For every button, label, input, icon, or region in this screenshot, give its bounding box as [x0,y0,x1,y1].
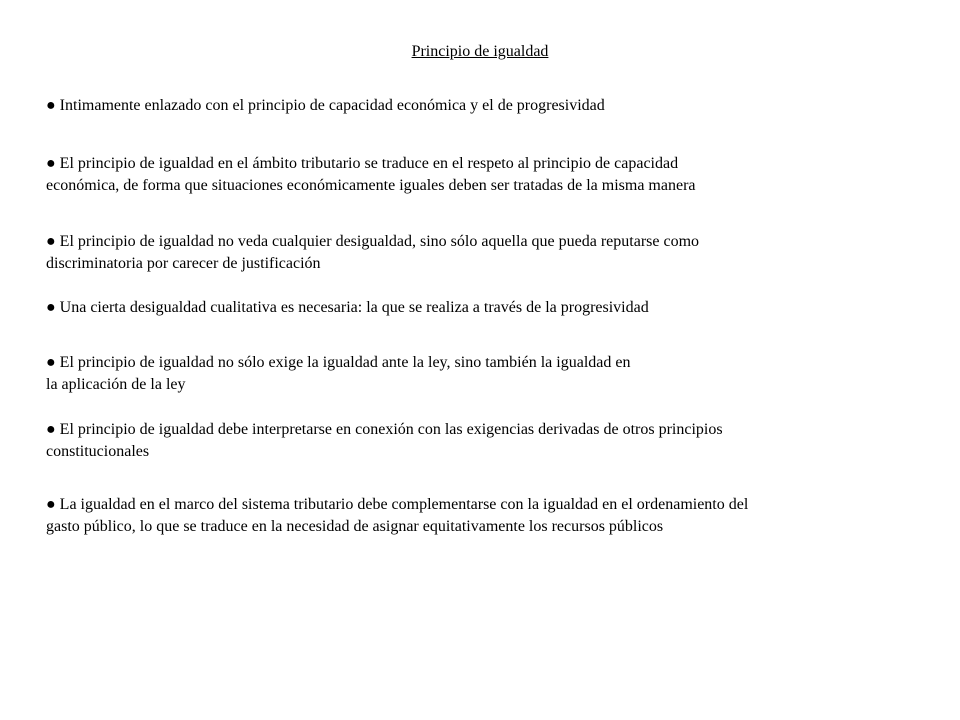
slide-title-text: Principio de igualdad [411,43,549,60]
bullet-text: El principio de igualdad no veda cualquier desigualdad, sino sólo aquella que pueda reputarse como [59,233,700,250]
bullet-item [46,494,916,538]
bullet-icon: ● [46,299,56,316]
bullet-icon: ● [46,97,56,114]
bullet-text: Una cierta desigualdad cualitativa es necesaria: la que se realiza a través de la progresividad [59,299,649,316]
bullet-text: El principio de igualdad debe interpretarse en conexión con las exigencias derivadas de otros principios [59,421,723,438]
bullet-text: El principio de igualdad en el ámbito tributario se traduce en el respeto al principio de capacidad [59,155,679,172]
bullet-text-continued: económica, de forma que situaciones económicamente iguales deben ser tratadas de la misma manera [46,177,696,194]
bullet-item [46,419,916,463]
bullet-item [46,352,916,396]
bullet-item [46,153,916,197]
bullet-icon: ● [46,496,56,513]
bullet-icon: ● [46,421,56,438]
bullet-icon: ● [46,354,56,371]
bullet-text: El principio de igualdad no sólo exige la igualdad ante la ley, sino también la igualdad en [59,354,631,371]
bullet-text-continued: gasto público, lo que se traduce en la necesidad de asignar equitativamente los recursos públicos [46,518,664,535]
bullet-text-continued: constitucionales [46,443,150,460]
bullet-icon: ● [46,233,56,250]
slide-title [0,42,960,62]
bullet-text-continued: discriminatoria por carecer de justificación [46,255,321,272]
bullet-item [46,297,916,319]
bullet-item [46,231,916,275]
bullet-text: Intimamente enlazado con el principio de capacidad económica y el de progresividad [59,97,605,114]
bullet-text-continued: la aplicación de la ley [46,376,186,393]
bullet-icon: ● [46,155,56,172]
bullet-item [46,95,916,117]
bullet-text: La igualdad en el marco del sistema tributario debe complementarse con la igualdad en el ordenamiento del [59,496,749,513]
